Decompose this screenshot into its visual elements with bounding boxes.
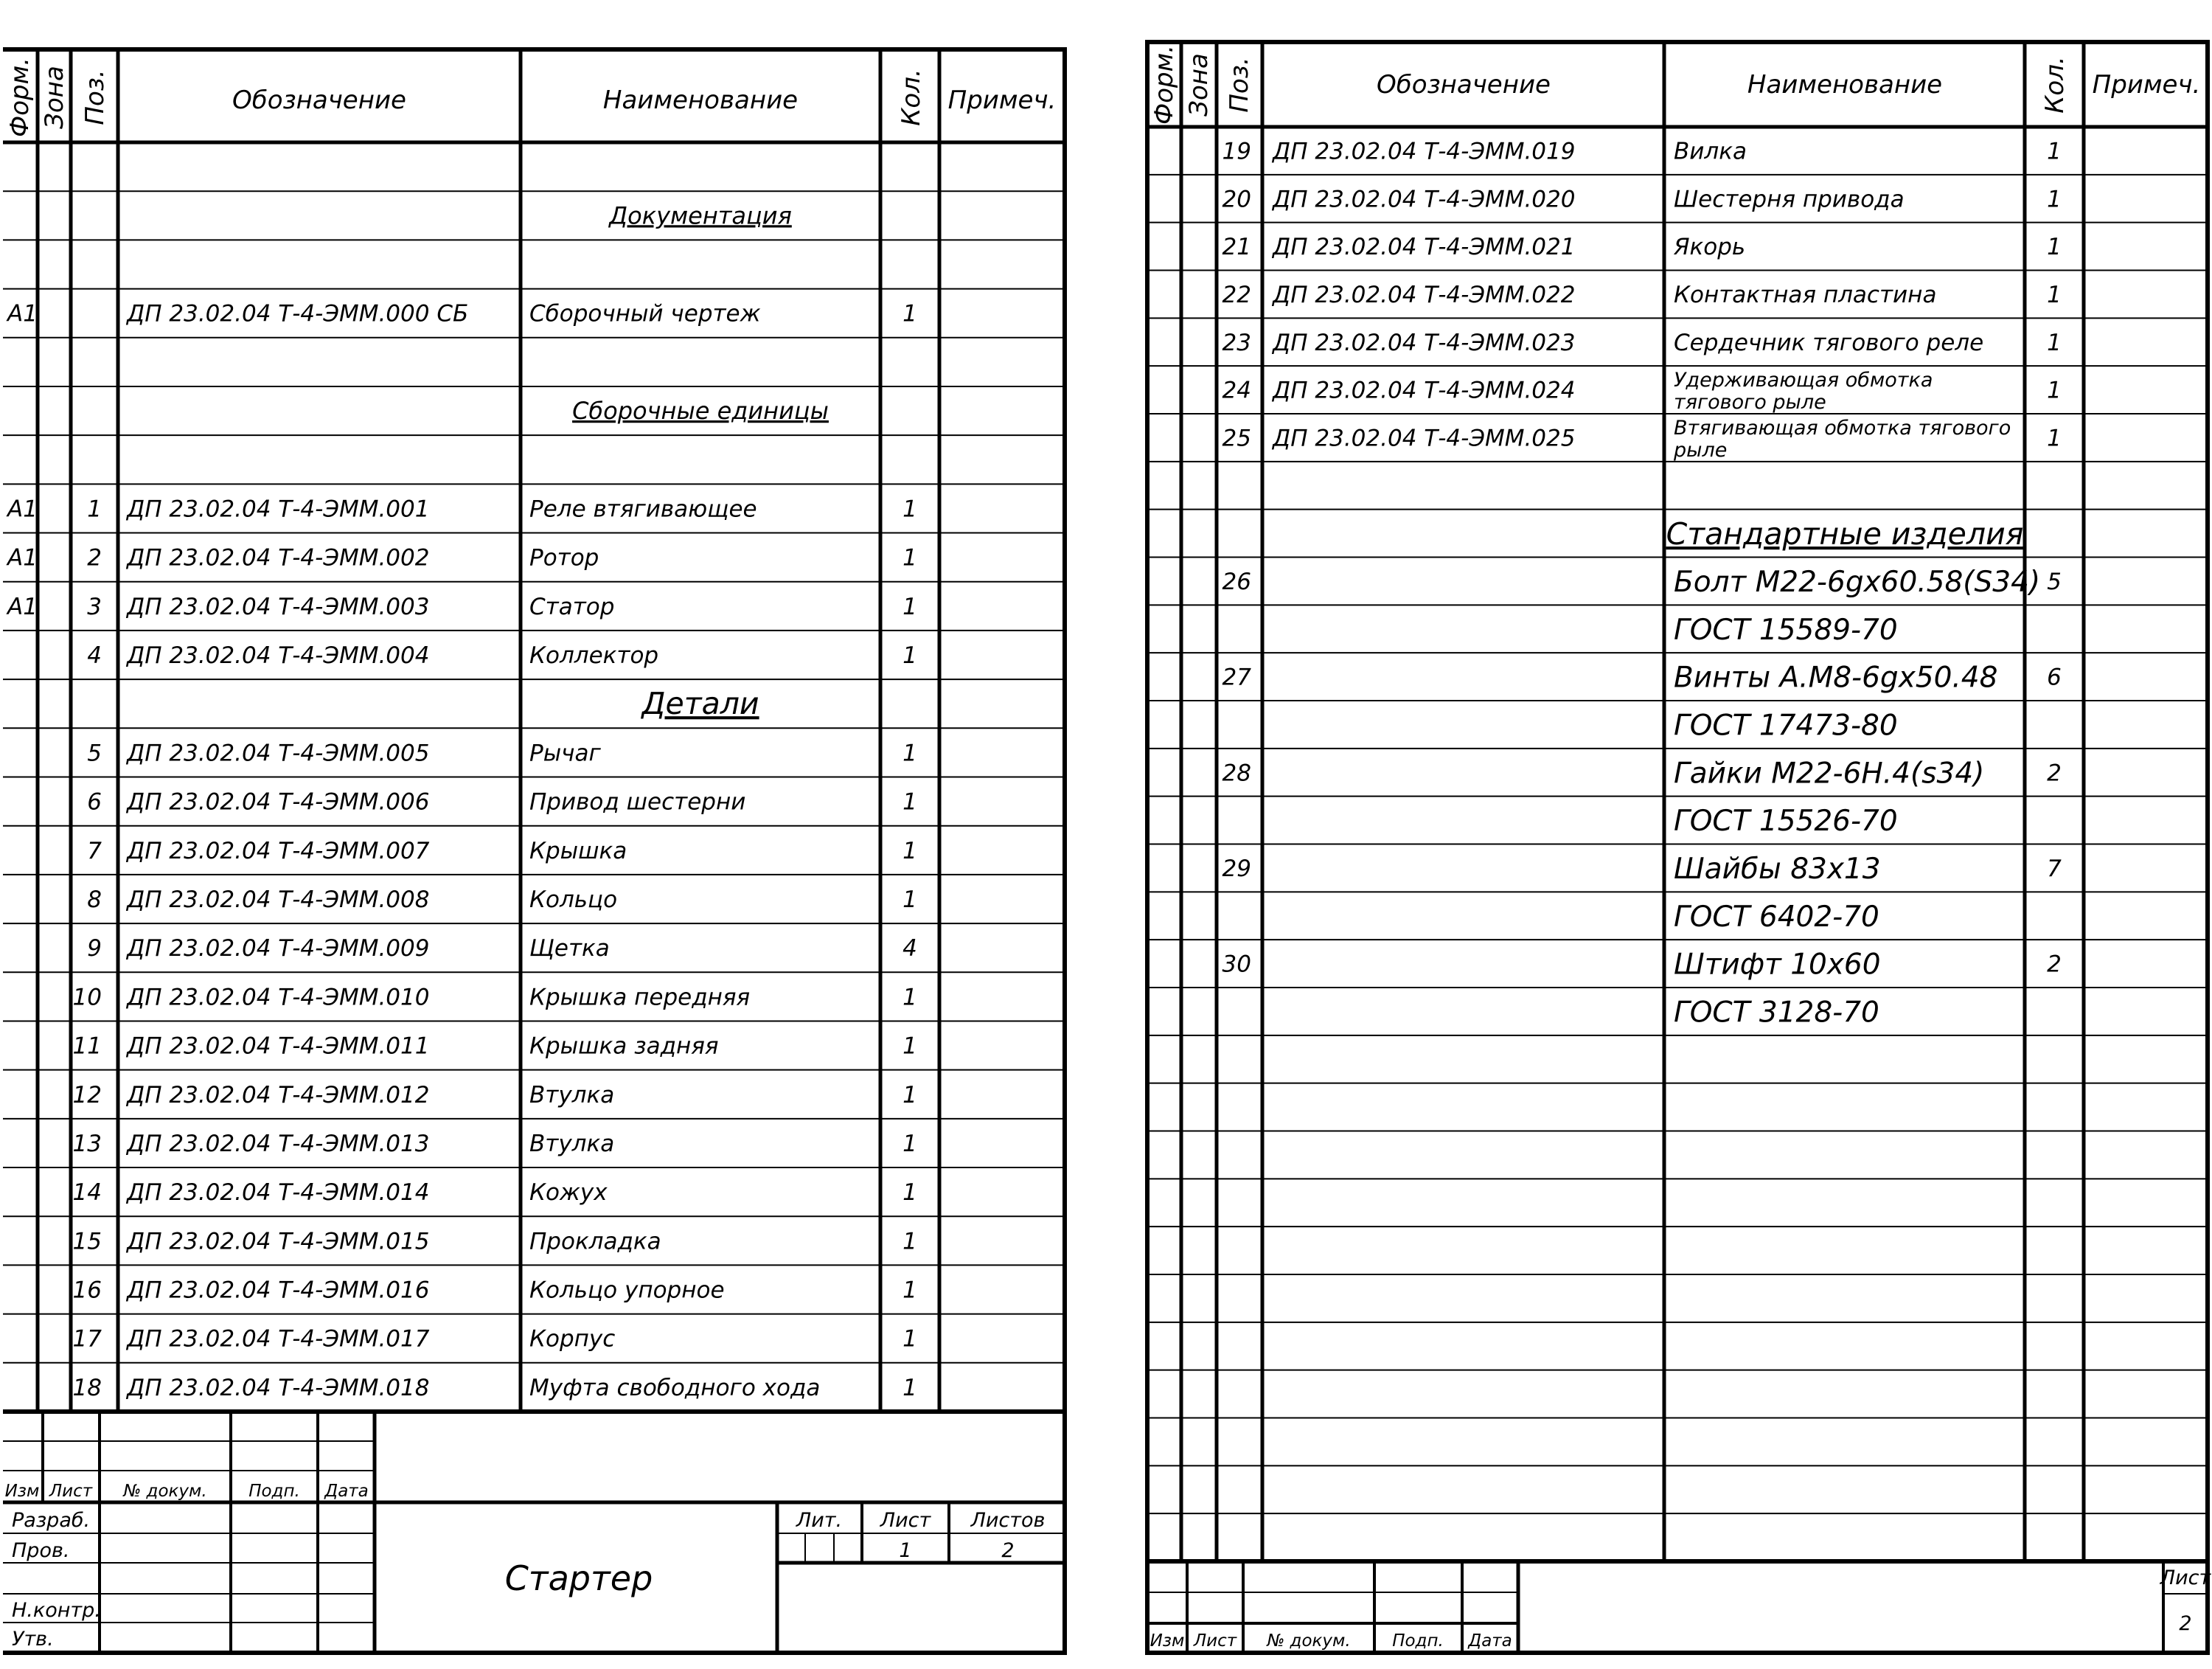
section-row <box>1666 516 2024 552</box>
section-heading: Документация <box>609 201 792 230</box>
cell-name: Шестерня привода <box>1674 186 1905 213</box>
cell-designation: ДП 23.02.04 Т-4-ЭММ.014 <box>127 1179 430 1207</box>
cell-position: 18 <box>72 1374 102 1401</box>
cell-quantity: 2 <box>2047 951 2062 978</box>
cell-designation: ДП 23.02.04 Т-4-ЭММ.022 <box>1273 281 1576 308</box>
cell-quantity: 1 <box>902 1374 917 1401</box>
cell-name-line1: Удерживающая обмотка <box>1674 369 1933 392</box>
cell-quantity: 1 <box>902 1325 917 1353</box>
cell-quantity: 7 <box>2047 855 2062 882</box>
cell-quantity: 5 <box>2047 568 2062 595</box>
cell-name-line1: Втягивающая обмотка тягового <box>1674 417 2011 440</box>
cell-quantity: 1 <box>902 593 917 620</box>
s1-tb-sheet-value: 1 <box>899 1539 912 1562</box>
cell-position: 22 <box>1222 281 1251 308</box>
table-row <box>1222 186 2062 212</box>
cell-name: Ротор <box>529 544 599 572</box>
cell-name: ГОСТ 6402-70 <box>1674 900 1879 934</box>
cell-format: A1 <box>7 300 38 327</box>
s1-tb-sheet-label: Лист <box>880 1509 931 1532</box>
cell-name: Привод шестерни <box>529 788 746 816</box>
cell-name: ГОСТ 15589-70 <box>1674 613 1898 647</box>
cell-designation: ДП 23.02.04 Т-4-ЭММ.001 <box>127 496 430 523</box>
cell-format: A1 <box>7 496 38 523</box>
cell-quantity: 1 <box>2047 186 2062 213</box>
table-row <box>6 496 917 522</box>
table-row <box>1222 662 2062 695</box>
cell-designation: ДП 23.02.04 Т-4-ЭММ.008 <box>127 886 430 913</box>
s1-header-note: Примеч. <box>947 86 1057 115</box>
table-row <box>87 789 917 816</box>
cell-name: Штифт 10х60 <box>1674 948 1881 982</box>
s1-header-qty: Кол. <box>897 69 926 126</box>
s1-tb-title: Стартер <box>504 1558 653 1598</box>
cell-designation: ДП 23.02.04 Т-4-ЭММ.018 <box>127 1374 430 1401</box>
s2-tb-col-docnum: № докум. <box>1267 1631 1351 1651</box>
cell-name: Щетка <box>529 935 610 962</box>
cell-name: Кольцо <box>529 886 618 913</box>
cell-quantity: 1 <box>902 1033 917 1060</box>
cell-position: 13 <box>72 1130 102 1157</box>
table-row <box>6 594 917 620</box>
cell-position: 3 <box>87 593 102 620</box>
cell-name-line2: рыле <box>1674 439 1728 462</box>
cell-designation: ДП 23.02.04 Т-4-ЭММ.012 <box>127 1081 430 1108</box>
cell-quantity: 1 <box>902 1228 917 1255</box>
cell-quantity: 1 <box>902 300 917 327</box>
s2-tb-sheet-value: 2 <box>2179 1612 2192 1635</box>
cell-name: Якорь <box>1674 234 1746 261</box>
cell-quantity: 1 <box>902 642 917 670</box>
s2-tb-col-list: Лист <box>1193 1631 1237 1651</box>
cell-position: 4 <box>87 642 102 670</box>
table-row <box>73 1082 917 1108</box>
cell-position: 10 <box>72 984 102 1011</box>
cell-position: 1 <box>87 496 102 523</box>
cell-position: 6 <box>87 788 102 816</box>
s2-tb-sheet-label: Лист <box>2160 1566 2211 1589</box>
cell-quantity: 1 <box>902 837 917 864</box>
cell-quantity: 1 <box>902 496 917 523</box>
table-row <box>87 886 917 913</box>
table-row <box>1222 282 2062 308</box>
cell-name: Кольцо упорное <box>529 1277 725 1304</box>
table-row <box>87 642 917 669</box>
cell-name: Крышка <box>529 837 627 864</box>
table-row <box>1222 853 2062 886</box>
cell-format: A1 <box>7 593 38 620</box>
s2-tb-col-date: Дата <box>1468 1631 1512 1651</box>
cell-position: 21 <box>1222 234 1251 261</box>
cell-designation: ДП 23.02.04 Т-4-ЭММ.002 <box>127 544 430 572</box>
s1-tb-role-checker: Пров. <box>12 1539 70 1562</box>
sheet-1 <box>3 49 1065 1653</box>
cell-name: Втулка <box>529 1081 615 1108</box>
cell-designation: ДП 23.02.04 Т-4-ЭММ.000 СБ <box>127 300 469 327</box>
s1-tb-sheets-label: Листов <box>970 1509 1046 1532</box>
cell-quantity: 6 <box>2047 664 2062 691</box>
cell-name: ГОСТ 15526-70 <box>1674 805 1898 839</box>
table-row <box>1674 996 1879 1029</box>
cell-designation: ДП 23.02.04 Т-4-ЭММ.016 <box>127 1277 430 1304</box>
s2-header-designation: Обозначение <box>1377 70 1551 100</box>
cell-position: 29 <box>1222 855 1251 882</box>
section-heading: Стандартные изделия <box>1666 516 2024 552</box>
s1-tb-col-list: Лист <box>49 1482 93 1501</box>
table-row <box>6 301 917 327</box>
cell-designation: ДП 23.02.04 Т-4-ЭММ.019 <box>1273 138 1576 165</box>
cell-designation: ДП 23.02.04 Т-4-ЭММ.015 <box>127 1228 430 1255</box>
cell-position: 11 <box>72 1033 102 1060</box>
cell-quantity: 1 <box>902 1081 917 1108</box>
cell-quantity: 1 <box>2047 281 2062 308</box>
cell-quantity: 1 <box>902 740 917 767</box>
cell-quantity: 1 <box>2047 234 2062 261</box>
cell-position: 28 <box>1222 760 1251 787</box>
table-row <box>6 545 917 572</box>
cell-name: Вилка <box>1674 138 1747 165</box>
s1-tb-col-date: Дата <box>324 1482 369 1501</box>
cell-name: Кожух <box>529 1179 608 1207</box>
cell-quantity: 1 <box>902 1130 917 1157</box>
table-row <box>1674 614 1898 647</box>
cell-quantity: 1 <box>2047 377 2062 404</box>
cell-name: Прокладка <box>529 1228 661 1255</box>
cell-name: Статор <box>529 593 615 620</box>
s1-tb-role-approver: Утв. <box>12 1628 54 1651</box>
cell-quantity: 1 <box>902 984 917 1011</box>
s2-header-name: Наименование <box>1747 70 1943 100</box>
table-row <box>87 838 917 864</box>
s2-tb-col-izm: Изм <box>1150 1631 1185 1651</box>
sheet-2 <box>1147 42 2211 1653</box>
cell-designation: ДП 23.02.04 Т-4-ЭММ.023 <box>1273 329 1576 356</box>
table-row <box>1674 805 1898 838</box>
cell-designation: ДП 23.02.04 Т-4-ЭММ.020 <box>1273 186 1576 213</box>
cell-position: 23 <box>1222 329 1251 356</box>
s1-header-name: Наименование <box>602 86 799 115</box>
cell-quantity: 1 <box>2047 138 2062 165</box>
cell-name: Болт М22-6gx60.58(S34) <box>1674 565 2041 599</box>
section-heading: Детали <box>641 686 759 722</box>
s1-tb-role-developer: Разраб. <box>12 1509 91 1532</box>
cell-position: 17 <box>72 1325 102 1353</box>
s2-header-qty: Кол. <box>2040 56 2070 114</box>
s1-tb-role-normcontrol: Н.контр. <box>12 1599 101 1622</box>
cell-position: 12 <box>72 1081 102 1108</box>
cell-position: 16 <box>72 1277 102 1304</box>
cell-quantity: 1 <box>902 788 917 816</box>
cell-designation: ДП 23.02.04 Т-4-ЭММ.005 <box>127 740 430 767</box>
cell-position: 30 <box>1222 951 1251 978</box>
cell-position: 7 <box>87 837 102 864</box>
cell-designation: ДП 23.02.04 Т-4-ЭММ.003 <box>127 593 430 620</box>
cell-designation: ДП 23.02.04 Т-4-ЭММ.007 <box>127 837 430 864</box>
cell-designation: ДП 23.02.04 Т-4-ЭММ.013 <box>127 1130 430 1157</box>
cell-quantity: 1 <box>902 886 917 913</box>
table-row <box>73 1033 917 1060</box>
cell-position: 27 <box>1222 664 1251 691</box>
s1-tb-lit-label: Лит. <box>796 1509 843 1532</box>
table-row <box>1222 234 2062 260</box>
section-row <box>572 397 829 425</box>
cell-designation: ДП 23.02.04 Т-4-ЭММ.010 <box>127 984 430 1011</box>
cell-name: ГОСТ 17473-80 <box>1674 709 1898 743</box>
s1-tb-col-sign: Подп. <box>248 1482 300 1501</box>
cell-designation: ДП 23.02.04 Т-4-ЭММ.021 <box>1273 234 1576 261</box>
cell-designation: ДП 23.02.04 Т-4-ЭММ.024 <box>1273 377 1576 404</box>
sheet-1-rows <box>6 201 917 1401</box>
table-row <box>1222 566 2062 599</box>
cell-quantity: 1 <box>902 1179 917 1207</box>
cell-name: Крышка передняя <box>529 984 751 1011</box>
cell-designation: ДП 23.02.04 Т-4-ЭММ.025 <box>1273 425 1576 452</box>
s2-header-note: Примеч. <box>2092 70 2201 100</box>
table-row <box>1222 138 2062 164</box>
cell-name: ГОСТ 3128-70 <box>1674 996 1879 1030</box>
table-row <box>1222 757 2062 790</box>
table-row <box>73 984 917 1010</box>
cell-designation: ДП 23.02.04 Т-4-ЭММ.004 <box>127 642 430 670</box>
table-row <box>73 1277 917 1304</box>
cell-quantity: 1 <box>2047 425 2062 452</box>
cell-quantity: 4 <box>902 935 917 962</box>
cell-quantity: 1 <box>2047 329 2062 356</box>
table-row <box>73 1131 917 1157</box>
cell-name: Втулка <box>529 1130 615 1157</box>
table-row <box>73 1228 917 1255</box>
s1-tb-col-docnum: № докум. <box>123 1482 207 1501</box>
cell-position: 5 <box>87 740 102 767</box>
table-row <box>73 1179 917 1206</box>
cell-quantity: 1 <box>902 1277 917 1304</box>
table-row <box>87 740 917 766</box>
cell-position: 15 <box>72 1228 102 1255</box>
cell-position: 9 <box>87 935 102 962</box>
cell-name: Винты А.М8-6gx50.48 <box>1674 661 1998 695</box>
table-row <box>1222 330 2062 356</box>
s1-tb-col-izm: Изм <box>4 1482 40 1501</box>
table-row <box>1222 948 2062 982</box>
cell-name: Муфта свободного хода <box>529 1374 821 1401</box>
s2-header-pos: Поз. <box>1225 57 1254 113</box>
table-row <box>1222 369 2062 414</box>
cell-name: Реле втягивающее <box>529 496 757 523</box>
cell-position: 25 <box>1222 425 1251 452</box>
s1-header-form: Форм. <box>5 57 35 138</box>
table-row <box>1674 901 1879 934</box>
s2-tb-col-sign: Подп. <box>1392 1631 1444 1651</box>
cell-name: Шайбы 83х13 <box>1674 852 1881 886</box>
cell-designation: ДП 23.02.04 Т-4-ЭММ.009 <box>127 935 430 962</box>
cell-position: 20 <box>1222 186 1251 213</box>
s1-tb-sheets-value: 2 <box>1001 1539 1015 1562</box>
section-row <box>608 201 792 229</box>
cell-name: Крышка задняя <box>529 1033 719 1060</box>
cell-name-line2: тягового рыле <box>1674 391 1826 414</box>
cell-position: 2 <box>87 544 102 572</box>
cell-designation: ДП 23.02.04 Т-4-ЭММ.017 <box>127 1325 430 1353</box>
s2-header-zone: Зона <box>1184 53 1214 117</box>
sheet-2-rows <box>1222 138 2062 1029</box>
cell-position: 26 <box>1222 568 1251 595</box>
cell-name: Гайки М22-6Н.4(s34) <box>1674 757 1985 791</box>
cell-quantity: 1 <box>902 544 917 572</box>
cell-name: Коллектор <box>529 642 659 670</box>
section-heading: Сборочные единицы <box>572 397 829 426</box>
s2-header-form: Форм. <box>1150 44 1179 125</box>
table-row <box>73 1326 917 1353</box>
s1-header-pos: Поз. <box>80 69 110 125</box>
s1-header-designation: Обозначение <box>232 86 406 115</box>
table-row <box>1674 709 1898 742</box>
table-row <box>87 935 917 962</box>
cell-designation: ДП 23.02.04 Т-4-ЭММ.011 <box>127 1033 430 1060</box>
cell-name: Корпус <box>529 1325 616 1353</box>
cell-position: 24 <box>1222 377 1251 404</box>
cell-designation: ДП 23.02.04 Т-4-ЭММ.006 <box>127 788 430 816</box>
cell-position: 14 <box>72 1179 102 1207</box>
table-row <box>1222 417 2062 462</box>
section-row <box>640 686 759 721</box>
table-row <box>73 1375 917 1401</box>
cell-name: Сборочный чертеж <box>529 300 761 327</box>
cell-name: Рычаг <box>529 740 601 767</box>
cell-position: 8 <box>87 886 102 913</box>
cell-position: 19 <box>1222 138 1251 165</box>
cell-quantity: 2 <box>2047 760 2062 787</box>
cell-format: A1 <box>7 544 38 572</box>
cell-name: Контактная пластина <box>1674 281 1937 308</box>
cell-name: Сердечник тягового реле <box>1674 329 1984 356</box>
s1-header-zone: Зона <box>40 66 69 129</box>
